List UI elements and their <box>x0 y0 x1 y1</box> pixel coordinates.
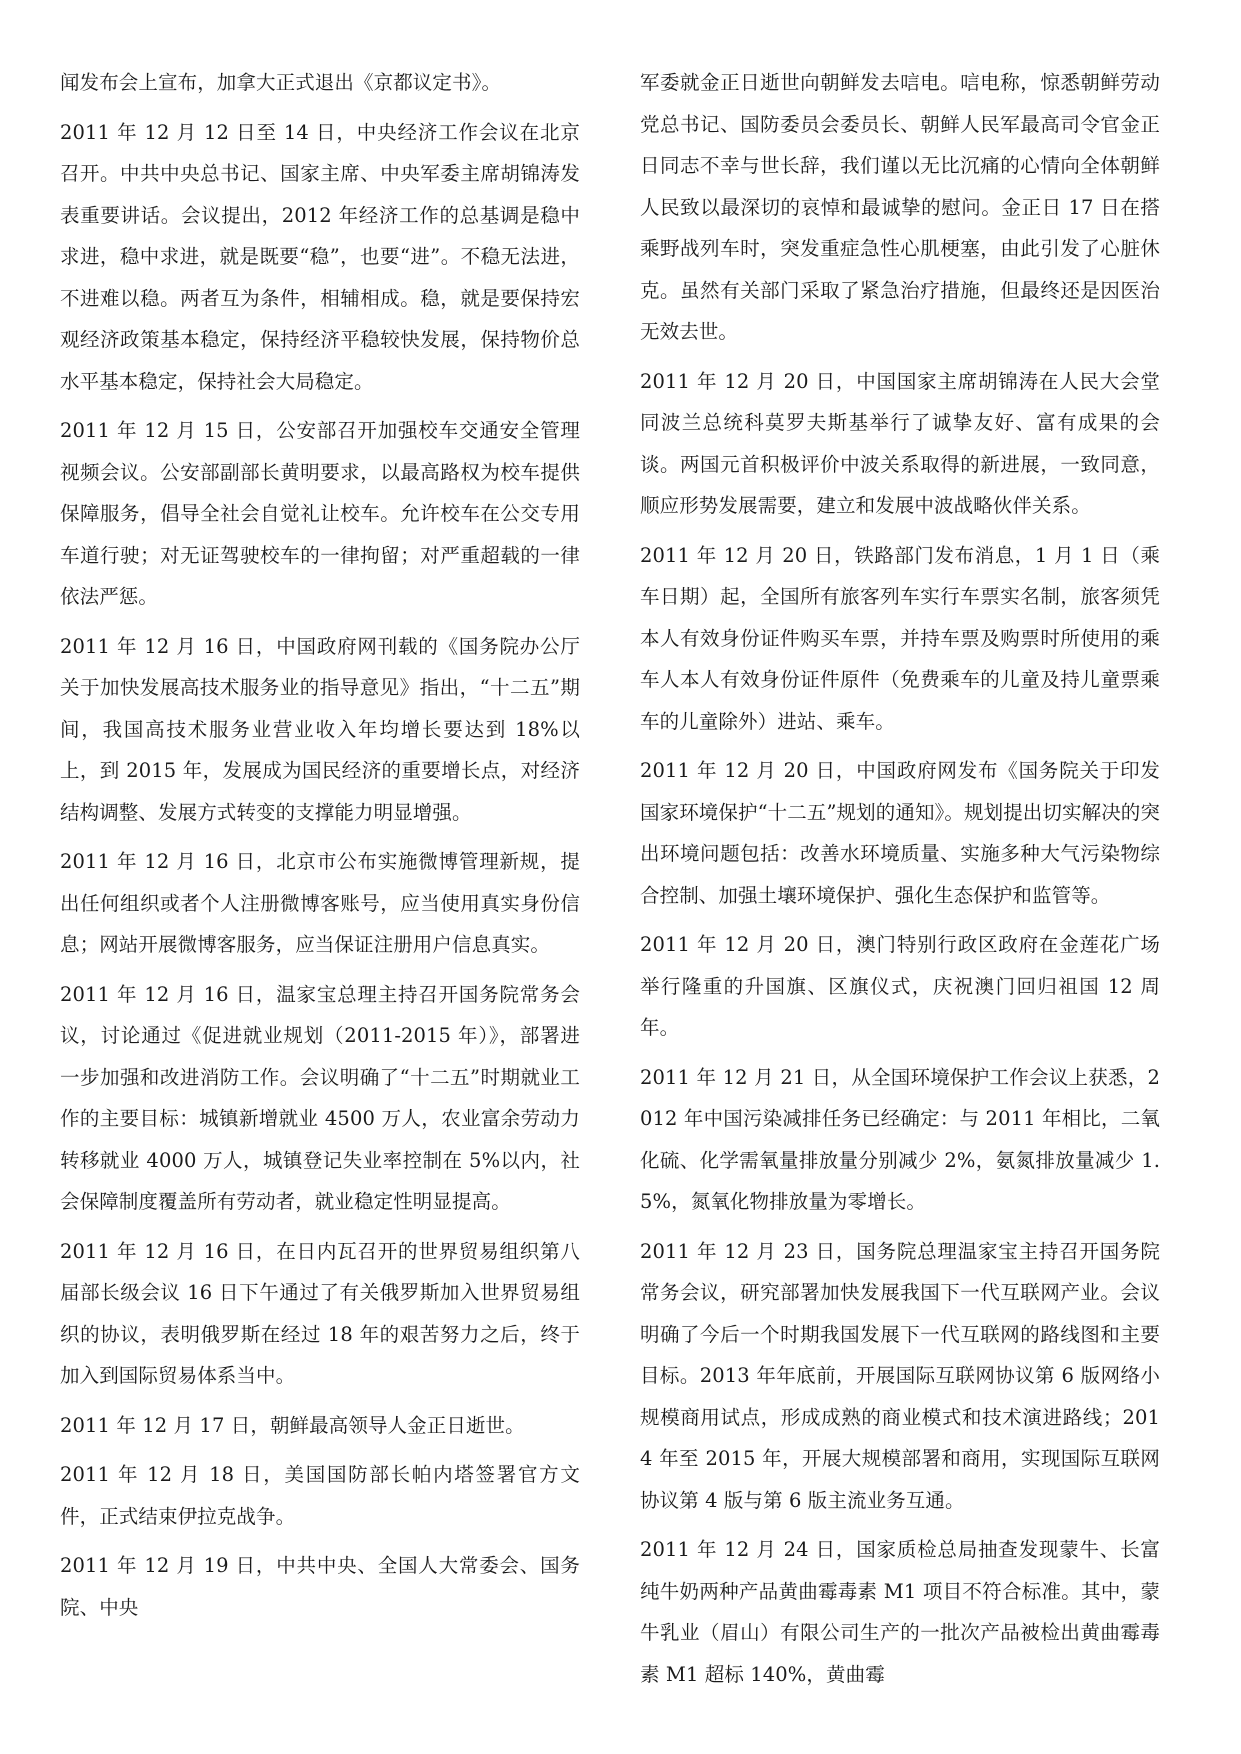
paragraph: 2011 年 12 月 17 日，朝鲜最高领导人金正日逝世。 <box>60 1413 525 1437</box>
paragraph: 2011 年 12 月 21 日，从全国环境保护工作会议上获悉，2012 年中国污染减排任务已经确定：与 2011 年相比，二氧化硫、化学需氧量排放量分别减少 2%，氨氮排放量减少 1.5%，氮氧化物排放量为零增长。 <box>640 1065 1160 1213</box>
paragraph: 2011 年 12 月 20 日，中国国家主席胡锦涛在人民大会堂同波兰总统科莫罗夫斯基举行了诚挚友好、富有成果的会谈。两国元首积极评价中波关系取得的新进展，一致同意，顺应形势发展需要，建立和发展中波战略伙伴关系。 <box>640 369 1160 517</box>
paragraph: 2011 年 12 月 18 日，美国国防部长帕内塔签署官方文件，正式结束伊拉克战争。 <box>60 1463 580 1528</box>
left-column <box>60 62 580 1636</box>
paragraph: 2011 年 12 月 20 日，铁路部门发布消息，1 月 1 日（乘车日期）起，全国所有旅客列车实行车票实名制，旅客须凭本人有效身份证件购买车票，并持车票及购票时所使用的乘车人本人有效身份证件原件（免费乘车的儿童及持儿童票乘车的儿童除外）进站、乘车。 <box>640 543 1160 733</box>
paragraph: 闻发布会上宣布，加拿大正式退出《京都议定书》。 <box>60 71 502 94</box>
paragraph: 军委就金正日逝世向朝鲜发去唁电。唁电称，惊悉朝鲜劳动党总书记、国防委员会委员长、朝鲜人民军最高司令官金正日同志不幸与世长辞，我们谨以无比沉痛的心情向全体朝鲜人民致以最深切的哀悼和最诚挚的慰问。金正日 17 日在搭乘野战列车时，突发重症急性心肌梗塞，由此引发了心脏休克。虽然有关部门采取了紧急治疗措施，但最终还是因医治无效去世。 <box>640 71 1160 343</box>
paragraph: 2011 年 12 月 19 日，中共中央、全国人大常委会、国务院、中央 <box>60 1554 580 1619</box>
right-column <box>640 62 1160 1703</box>
paragraph: 2011 年 12 月 23 日，国务院总理温家宝主持召开国务院常务会议，研究部署加快发展我国下一代互联网产业。会议明确了今后一个时期我国发展下一代互联网的路线图和主要目标。2013 年年底前，开展国际互联网协议第 6 版网络小规模商用试点，形成成熟的商业模式和技术演进路线；2014 年至 2015 年，开展大规模部署和商用，实现国际互联网协议第 4 版与第 6 版主流业务互通。 <box>640 1239 1160 1512</box>
paragraph: 2011 年 12 月 16 日，北京市公布实施微博管理新规，提出任何组织或者个人注册微博客账号，应当使用真实身份信息；网站开展微博客服务，应当保证注册用户信息真实。 <box>60 850 580 956</box>
paragraph: 2011 年 12 月 12 日至 14 日，中央经济工作会议在北京召开。中共中央总书记、国家主席、中央军委主席胡锦涛发表重要讲话。会议提出，2012 年经济工作的总基调是稳中求进，稳中求进，就是既要“稳”，也要“进”。不稳无法进，不进难以稳。两者互为条件，相辅相成。稳，就是要保持宏观经济政策基本稳定，保持经济平稳较快发展，保持物价总水平基本稳定，保持社会大局稳定。 <box>60 120 580 393</box>
paragraph: 2011 年 12 月 16 日，中国政府网刊载的《国务院办公厅关于加快发展高技术服务业的指导意见》指出，“十二五”期间，我国高技术服务业营业收入年均增长要达到 18%以上，到 2015 年，发展成为国民经济的重要增长点，对经济结构调整、发展方式转变的支撑能力明显增强。 <box>60 634 580 824</box>
paragraph: 2011 年 12 月 20 日，中国政府网发布《国务院关于印发国家环境保护“十二五”规划的通知》。规划提出切实解决的突出环境问题包括：改善水环境质量、实施多种大气污染物综合控制、加强土壤环境保护、强化生态保护和监管等。 <box>640 759 1160 907</box>
paragraph: 2011 年 12 月 15 日，公安部召开加强校车交通安全管理视频会议。公安部副部长黄明要求，以最高路权为校车提供保障服务，倡导全社会自觉礼让校车。允许校车在公交专用车道行驶；对无证驾驶校车的一律拘留；对严重超载的一律依法严惩。 <box>60 419 580 608</box>
paragraph: 2011 年 12 月 24 日，国家质检总局抽查发现蒙牛、长富纯牛奶两种产品黄曲霉毒素 M1 项目不符合标准。其中，蒙牛乳业（眉山）有限公司生产的一批次产品被检出黄曲霉毒素 M1 超标 140%，黄曲霉 <box>640 1538 1160 1686</box>
paragraph: 2011 年 12 月 16 日，温家宝总理主持召开国务院常务会议，讨论通过《促进就业规划（2011-2015 年）》，部署进一步加强和改进消防工作。会议明确了“十二五”时期就业工作的主要目标：城镇新增就业 4500 万人，农业富余劳动力转移就业 4000 万人，城镇登记失业率控制在 5%以内，社会保障制度覆盖所有劳动者，就业稳定性明显提高。 <box>60 982 580 1213</box>
paragraph: 2011 年 12 月 20 日，澳门特别行政区政府在金莲花广场举行隆重的升国旗、区旗仪式，庆祝澳门回归祖国 12 周年。 <box>640 933 1160 1039</box>
paragraph: 2011 年 12 月 16 日，在日内瓦召开的世界贸易组织第八届部长级会议 16 日下午通过了有关俄罗斯加入世界贸易组织的协议，表明俄罗斯在经过 18 年的艰苦努力之后，终于加入到国际贸易体系当中。 <box>60 1239 580 1387</box>
